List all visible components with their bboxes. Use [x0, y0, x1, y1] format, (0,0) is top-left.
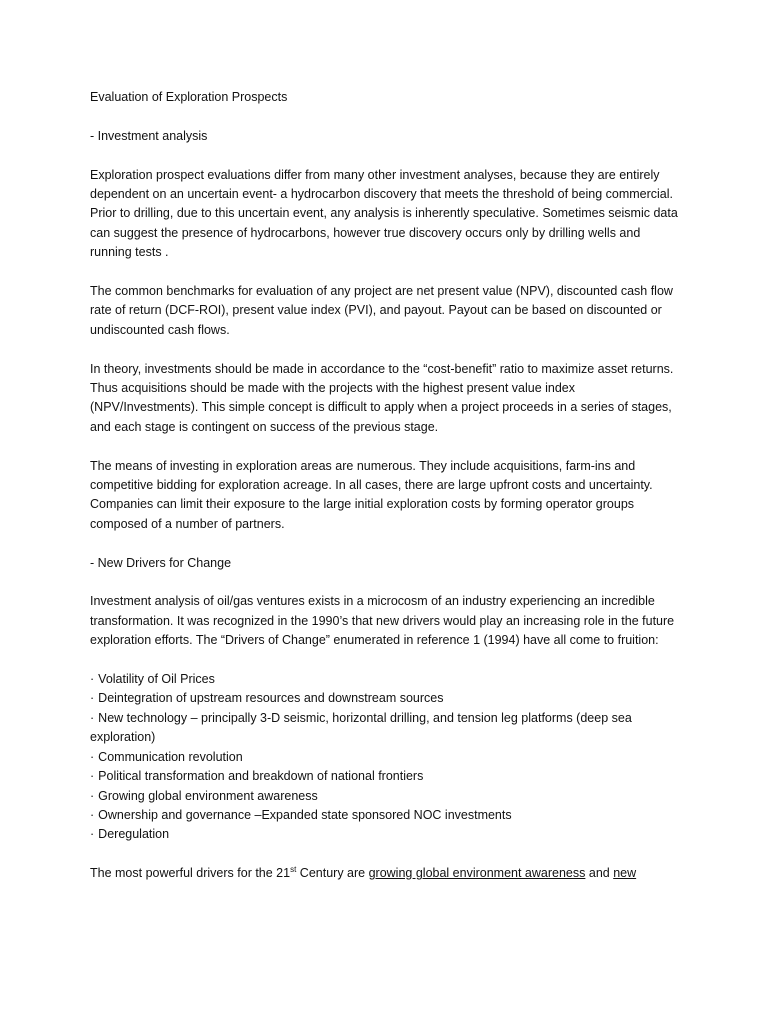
bullet-icon: ·	[90, 672, 95, 687]
list-item	[90, 689, 680, 708]
list-item	[90, 787, 680, 806]
section-heading-drivers: - New Drivers for Change	[90, 555, 232, 570]
closing-text-middle: Century are	[296, 866, 369, 881]
paragraph-cost-benefit: In theory, investments should be made in accordance to the “cost-benefit” ratio to maximize asset returns. Thus acquisitions should be made with the projects with the highest present value index (NPV/Investments). This simple concept is difficult to apply when a project proceeds in a series of stages, and each stage is contingent on success of the previous stage.	[90, 361, 674, 434]
underlined-phrase-new: new	[613, 866, 637, 881]
list-item	[90, 767, 680, 786]
bullet-icon: ·	[90, 710, 95, 725]
bullet-icon: ·	[90, 769, 95, 784]
list-item-text: Deregulation	[98, 827, 170, 842]
paragraph-uncertain-event: Exploration prospect evaluations differ from many other investment analyses, because they are entirely dependent on an uncertain event- a hydrocarbon discovery that meets the threshold of being commercial. Prior to drilling, due to this uncertain event, any analysis is inherently speculative. Sometimes seismic data can suggest the presence of hydrocarbons, however true discovery occurs only by drilling wells and running tests .	[90, 167, 678, 260]
drivers-list	[90, 670, 680, 845]
list-item-text: Deintegration of upstream resources and downstream sources	[98, 691, 444, 706]
document-title: Evaluation of Exploration Prospects	[90, 90, 288, 104]
bullet-icon: ·	[90, 788, 95, 803]
paragraph-benchmarks: The common benchmarks for evaluation of any project are net present value (NPV), discounted cash flow rate of return (DCF-ROI), present value index (PVI), and payout. Payout can be based on discounted or undiscounted cash flows.	[90, 284, 673, 337]
underlined-phrase-environment: growing global environment awareness	[368, 866, 586, 881]
closing-text-and: and	[585, 866, 614, 881]
list-item	[90, 670, 680, 689]
list-item-text: Ownership and governance –Expanded state sponsored NOC investments	[98, 807, 512, 822]
list-item	[90, 709, 680, 748]
list-item-text: Growing global environment awareness	[98, 788, 318, 803]
list-item	[90, 806, 680, 825]
list-item-text: Volatility of Oil Prices	[98, 672, 215, 687]
paragraph-means-of-investing: The means of investing in exploration areas are numerous. They include acquisitions, farm-ins and competitive bidding for exploration acreage. In all cases, there are large upfront costs and uncertainty. Companies can limit their exposure to the large initial exploration costs by forming operator groups composed of a number of partners.	[90, 458, 653, 531]
closing-text-start: The most powerful drivers for the 21	[90, 866, 291, 881]
bullet-icon: ·	[90, 691, 95, 706]
bullet-icon: ·	[90, 827, 95, 842]
list-item	[90, 748, 680, 767]
closing-superscript: st	[290, 865, 297, 875]
list-item-text: New technology – principally 3-D seismic, horizontal drilling, and tension leg platforms (deep sea exploration)	[90, 710, 632, 745]
list-item-text: Political transformation and breakdown of national frontiers	[98, 769, 424, 784]
bullet-icon: ·	[90, 749, 95, 764]
section-heading-investment: - Investment analysis	[90, 128, 208, 143]
document-body	[90, 88, 680, 903]
list-item-text: Communication revolution	[98, 749, 243, 764]
paragraph-closing	[90, 864, 680, 883]
bullet-icon: ·	[90, 807, 95, 822]
paragraph-drivers-intro: Investment analysis of oil/gas ventures exists in a microcosm of an industry experiencing an incredible transformation. It was recognized in the 1990’s that new drivers would play an increasing role in the future exploration efforts. The “Drivers of Change” enumerated in reference 1 (1994) have all come to fruition:	[90, 594, 675, 648]
list-item	[90, 825, 680, 844]
